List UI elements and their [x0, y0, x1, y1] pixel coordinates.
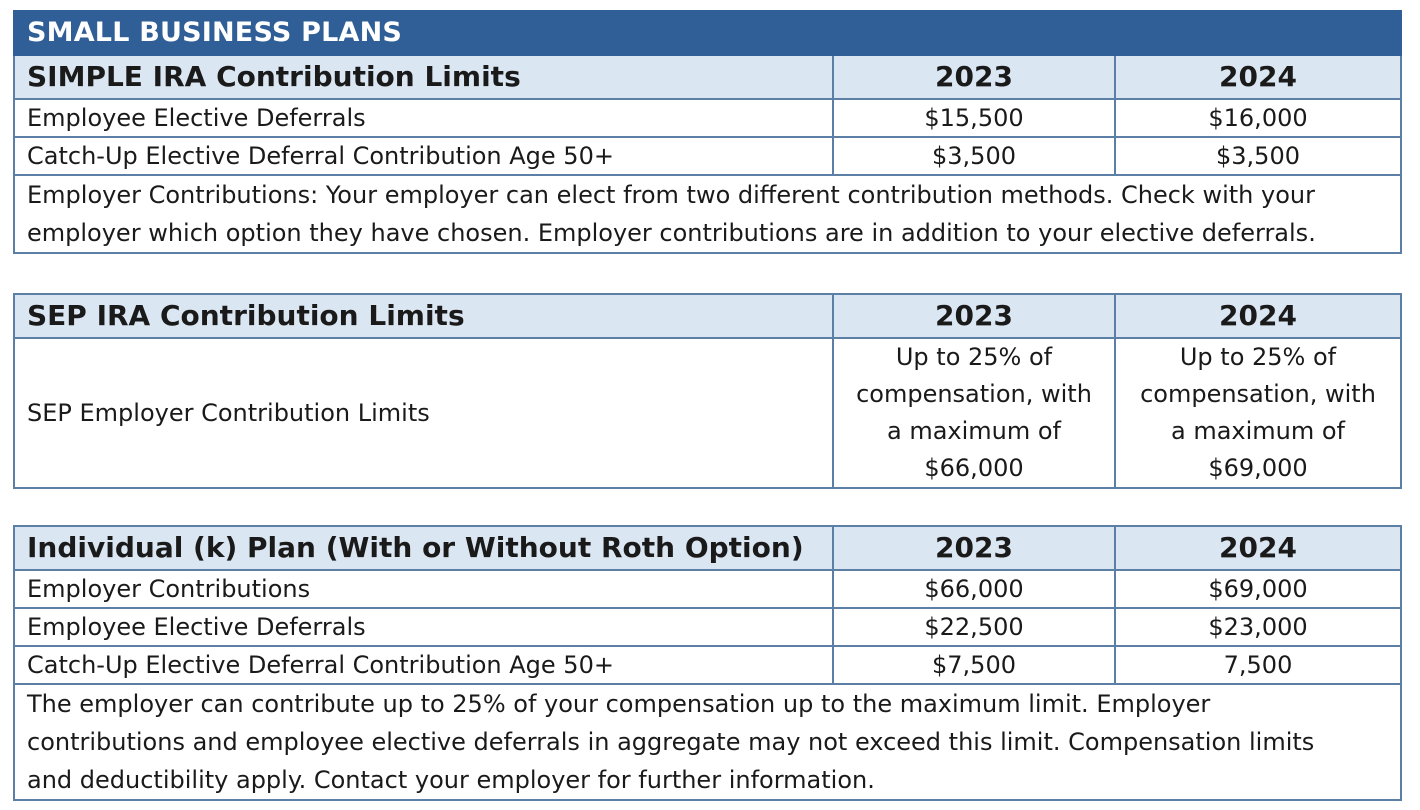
- row-label: Employer Contributions: [14, 570, 833, 608]
- simple-year-2024: 2024: [1115, 55, 1401, 99]
- table-row: [14, 646, 1401, 684]
- simple-note-row: [14, 175, 1401, 253]
- value-2023: [833, 338, 1115, 488]
- value-2024: $69,000: [1115, 570, 1401, 608]
- row-label: Catch-Up Elective Deferral Contribution Age 50+: [14, 137, 833, 175]
- value-line: $69,000: [1208, 454, 1308, 482]
- value-line: compensation, with: [856, 380, 1092, 408]
- row-label: Employee Elective Deferrals: [14, 608, 833, 646]
- row-label: Catch-Up Elective Deferral Contribution Age 50+: [14, 646, 833, 684]
- individual-year-2024: 2024: [1115, 526, 1401, 570]
- value-2024: $16,000: [1115, 99, 1401, 137]
- value-line: a maximum of: [1170, 417, 1346, 445]
- row-label: SEP Employer Contribution Limits: [14, 338, 833, 488]
- value-line: compensation, with: [1140, 380, 1376, 408]
- individual-note: [14, 684, 1401, 800]
- row-label: Employee Elective Deferrals: [14, 99, 833, 137]
- sep-year-2024: 2024: [1115, 294, 1401, 338]
- individual-note-row: [14, 684, 1401, 800]
- simple-heading: SIMPLE IRA Contribution Limits: [14, 55, 833, 99]
- value-2024: 7,500: [1115, 646, 1401, 684]
- value-2023: $15,500: [833, 99, 1115, 137]
- individual-k-table: [13, 525, 1402, 801]
- table-row: [14, 99, 1401, 137]
- value-line: Up to 25% of: [895, 343, 1053, 371]
- note-line: contributions and employee elective deferrals in aggregate may not exceed this limit. Compensation limits: [27, 728, 1315, 756]
- value-line: $66,000: [924, 454, 1024, 482]
- value-2024: $23,000: [1115, 608, 1401, 646]
- individual-year-2023: 2023: [833, 526, 1115, 570]
- sep-heading: SEP IRA Contribution Limits: [14, 294, 833, 338]
- simple-ira-table: [13, 10, 1402, 254]
- value-2024: [1115, 338, 1401, 488]
- simple-header-row: [14, 55, 1401, 99]
- table-row: [14, 608, 1401, 646]
- note-line: Employer Contributions: Your employer can elect from two different contribution methods. Check with your: [27, 181, 1315, 209]
- individual-heading: Individual (k) Plan (With or Without Roth Option): [14, 526, 833, 570]
- note-line: The employer can contribute up to 25% of your compensation up to the maximum limit. Employer: [27, 690, 1211, 718]
- simple-note: [14, 175, 1401, 253]
- table-row: [14, 338, 1401, 488]
- value-2023: $66,000: [833, 570, 1115, 608]
- value-line: Up to 25% of: [1179, 343, 1337, 371]
- title-row: [14, 11, 1401, 55]
- simple-year-2023: 2023: [833, 55, 1115, 99]
- page-title: SMALL BUSINESS PLANS: [14, 11, 1401, 55]
- table-row: [14, 570, 1401, 608]
- note-line: employer which option they have chosen. Employer contributions are in addition to your elective deferrals.: [27, 219, 1316, 247]
- value-2023: $7,500: [833, 646, 1115, 684]
- table-row: [14, 137, 1401, 175]
- sep-header-row: [14, 294, 1401, 338]
- value-2024: $3,500: [1115, 137, 1401, 175]
- individual-header-row: [14, 526, 1401, 570]
- value-line: a maximum of: [886, 417, 1062, 445]
- value-2023: $3,500: [833, 137, 1115, 175]
- value-2023: $22,500: [833, 608, 1115, 646]
- sep-year-2023: 2023: [833, 294, 1115, 338]
- note-line: and deductibility apply. Contact your employer for further information.: [27, 766, 875, 794]
- sep-ira-table: [13, 293, 1402, 489]
